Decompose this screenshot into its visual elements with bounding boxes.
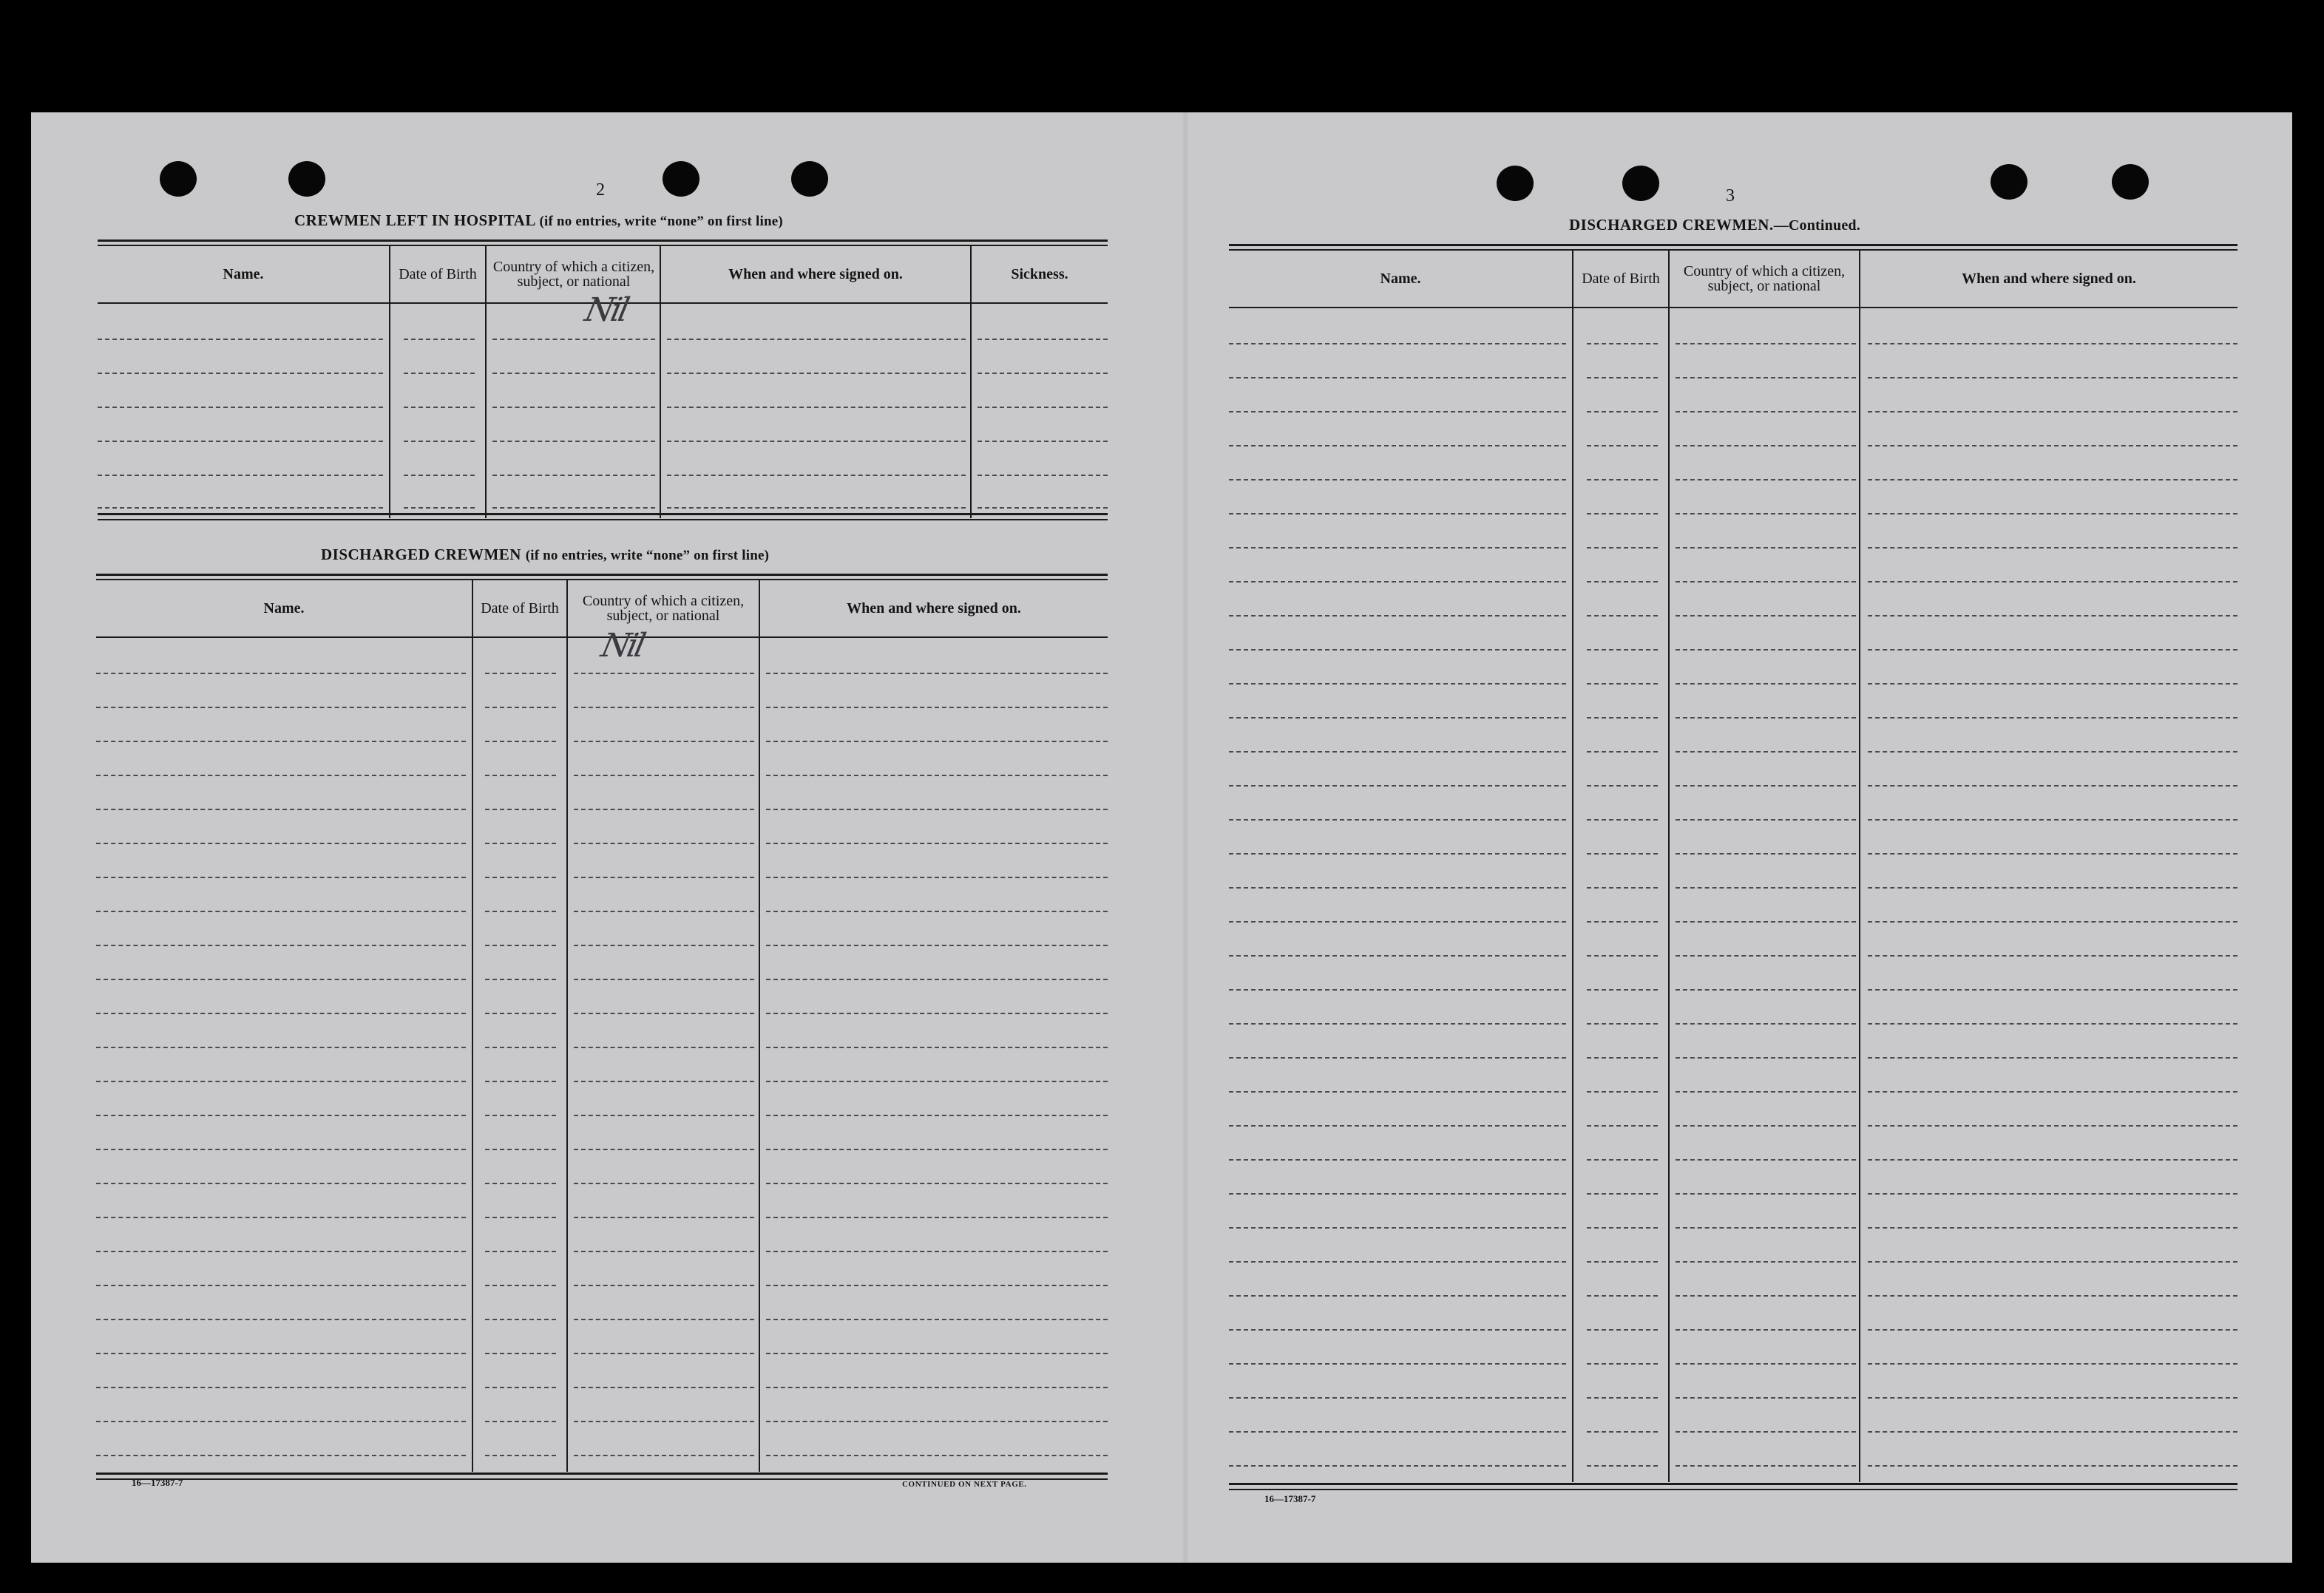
punch-hole — [160, 161, 197, 197]
ruled-line — [1587, 343, 1658, 344]
ruled-line — [1587, 1227, 1658, 1229]
ruled-line — [96, 1149, 466, 1150]
ruled-line — [574, 707, 754, 708]
col-signed-on-header: When and where signed on. — [1962, 271, 2136, 287]
ruled-line — [1868, 649, 2237, 651]
ruled-line — [574, 979, 754, 980]
ruled-line — [574, 1183, 754, 1184]
ruled-line — [96, 1387, 466, 1388]
ruled-line — [1868, 581, 2237, 582]
col-country-header: Country of which a citizen, subject, or national — [492, 259, 655, 290]
ruled-line — [1676, 1193, 1856, 1195]
ruled-line — [1676, 751, 1856, 753]
right-title-text: DISCHARGED CREWMEN. — [1569, 216, 1774, 234]
ruled-line — [96, 979, 466, 980]
ruled-line — [1676, 547, 1856, 548]
ruled-line — [574, 1115, 754, 1116]
ruled-line — [1229, 1363, 1566, 1365]
ruled-line — [1868, 1465, 2237, 1467]
ruled-line — [1868, 411, 2237, 412]
ruled-line — [1868, 819, 2237, 821]
col-country-header: Country of which a citizen, subject, or national — [582, 593, 745, 624]
ruled-line — [766, 945, 1108, 946]
ruled-line — [1676, 1363, 1856, 1365]
ruled-line — [96, 1047, 466, 1048]
ruled-line — [1587, 819, 1658, 821]
ruled-line — [1868, 751, 2237, 753]
ruled-line — [1676, 513, 1856, 514]
ruled-line — [1587, 955, 1658, 957]
ruled-line — [574, 1353, 754, 1354]
ruled-line — [1587, 1397, 1658, 1399]
ruled-line — [574, 1319, 754, 1320]
ruled-line — [96, 1217, 466, 1218]
ruled-line — [485, 673, 556, 674]
form-number-left: 16—17387-7 — [132, 1477, 183, 1488]
ruled-line — [1229, 955, 1566, 957]
ruled-line — [96, 775, 466, 776]
ruled-line — [1587, 445, 1658, 446]
ruled-line — [1587, 1431, 1658, 1433]
ruled-line — [96, 1421, 466, 1422]
ruled-line — [1676, 1465, 1856, 1467]
ruled-line — [1587, 989, 1658, 991]
ruled-line — [1676, 921, 1856, 923]
ruled-line — [485, 1149, 556, 1150]
ruled-line — [1229, 819, 1566, 821]
ruled-line — [1229, 1023, 1566, 1025]
discharged-section-title — [321, 546, 769, 564]
ruled-line — [1868, 1125, 2237, 1127]
ruled-line — [1676, 1295, 1856, 1297]
ruled-line — [1868, 1159, 2237, 1161]
ruled-line — [766, 809, 1108, 810]
ruled-line — [485, 1353, 556, 1354]
ruled-line — [1868, 1397, 2237, 1399]
ruled-line — [574, 1421, 754, 1422]
ruled-line — [766, 1149, 1108, 1150]
ruled-line — [1868, 955, 2237, 957]
discharged-title-text: DISCHARGED CREWMEN — [321, 546, 521, 563]
col-dob-header: Date of Birth — [1582, 271, 1660, 287]
ruled-line — [1868, 1363, 2237, 1365]
ruled-line — [1676, 955, 1856, 957]
ruled-line — [1229, 343, 1566, 344]
ruled-line — [1587, 921, 1658, 923]
ruled-line — [1676, 1261, 1856, 1263]
ruled-line — [1868, 989, 2237, 991]
ruled-line — [1587, 513, 1658, 514]
ruled-line — [485, 775, 556, 776]
handwritten-nil: Nil — [581, 291, 631, 329]
ruled-line — [766, 979, 1108, 980]
col-signed-on-header: When and where signed on. — [847, 600, 1021, 617]
ruled-line — [1676, 649, 1856, 651]
ruled-line — [1587, 649, 1658, 651]
ruled-line — [1229, 785, 1566, 787]
ruled-line — [1587, 853, 1658, 855]
ruled-line — [574, 843, 754, 844]
ruled-line — [1868, 785, 2237, 787]
ruled-line — [96, 877, 466, 878]
hospital-table — [98, 240, 1108, 522]
punch-hole — [1497, 166, 1534, 201]
page-number-left: 2 — [596, 180, 605, 200]
ruled-line — [485, 1285, 556, 1286]
ruled-line — [766, 1353, 1108, 1354]
ruled-line — [1229, 1159, 1566, 1161]
page-number-right: 3 — [1726, 186, 1735, 206]
ruled-line — [1676, 377, 1856, 378]
ruled-line — [1676, 785, 1856, 787]
ruled-line — [766, 1013, 1108, 1014]
ruled-line — [1587, 785, 1658, 787]
ruled-line — [1868, 887, 2237, 889]
ruled-line — [1676, 887, 1856, 889]
ruled-line — [1676, 615, 1856, 617]
ruled-line — [1587, 1057, 1658, 1059]
ruled-line — [766, 673, 1108, 674]
ruled-line — [96, 1183, 466, 1184]
ruled-line — [96, 945, 466, 946]
ruled-line — [485, 1081, 556, 1082]
punch-hole — [791, 161, 828, 197]
ruled-line — [574, 945, 754, 946]
ruled-line — [766, 877, 1108, 878]
ruled-line — [1868, 1227, 2237, 1229]
col-name-header: Name. — [1380, 271, 1421, 287]
col-name-header: Name. — [263, 600, 305, 617]
ruled-line — [485, 877, 556, 878]
ruled-line — [1587, 683, 1658, 685]
ruled-line — [96, 1251, 466, 1252]
ruled-line — [574, 775, 754, 776]
ruled-line — [1587, 1329, 1658, 1331]
ruled-line — [96, 1081, 466, 1082]
ruled-line — [1676, 819, 1856, 821]
ruled-line — [1229, 445, 1566, 446]
ruled-line — [1868, 513, 2237, 514]
ruled-line — [96, 1285, 466, 1286]
ruled-line — [1229, 751, 1566, 753]
ruled-line — [1229, 1193, 1566, 1195]
ruled-line — [1676, 1057, 1856, 1059]
ruled-line — [766, 1387, 1108, 1388]
ruled-line — [766, 775, 1108, 776]
ruled-line — [766, 1081, 1108, 1082]
ruled-line — [1676, 343, 1856, 344]
ruled-line — [574, 741, 754, 742]
ruled-line — [1587, 751, 1658, 753]
discharged-table-left — [96, 574, 1108, 1481]
ruled-line — [1587, 581, 1658, 582]
ruled-line — [1587, 1125, 1658, 1127]
ruled-line — [1587, 547, 1658, 548]
ruled-line — [96, 911, 466, 912]
right-section-title — [1569, 216, 1860, 234]
ruled-line — [1587, 1091, 1658, 1093]
ruled-line — [766, 1421, 1108, 1422]
ruled-line — [1676, 581, 1856, 582]
ruled-line — [1868, 683, 2237, 685]
ruled-line — [1587, 1465, 1658, 1467]
ruled-line — [1868, 445, 2237, 446]
ruled-line — [1676, 717, 1856, 719]
ruled-line — [1676, 1431, 1856, 1433]
manifest-sheet — [31, 112, 2292, 1563]
ruled-line — [96, 809, 466, 810]
ruled-line — [574, 1285, 754, 1286]
ruled-line — [1229, 989, 1566, 991]
ruled-line — [96, 1455, 466, 1456]
ruled-line — [1229, 1295, 1566, 1297]
ruled-line — [1229, 615, 1566, 617]
ruled-line — [1868, 1261, 2237, 1263]
ruled-line — [485, 1047, 556, 1048]
ruled-line — [1229, 853, 1566, 855]
ruled-line — [1229, 649, 1566, 651]
ruled-line — [1587, 1295, 1658, 1297]
ruled-line — [574, 1013, 754, 1014]
ruled-line — [1676, 1159, 1856, 1161]
col-name-header: Name. — [223, 266, 264, 282]
ruled-line — [1229, 479, 1566, 480]
ruled-line — [1868, 1295, 2237, 1297]
ruled-line — [1676, 1227, 1856, 1229]
ruled-line — [485, 1183, 556, 1184]
ruled-line — [766, 1285, 1108, 1286]
ruled-line — [1868, 1329, 2237, 1331]
col-dob-header: Date of Birth — [399, 266, 477, 282]
ruled-line — [1587, 717, 1658, 719]
ruled-line — [1676, 479, 1856, 480]
ruled-line — [1676, 853, 1856, 855]
ruled-line — [1229, 513, 1566, 514]
ruled-line — [766, 1115, 1108, 1116]
ruled-line — [1868, 377, 2237, 378]
ruled-line — [574, 911, 754, 912]
ruled-line — [1229, 377, 1566, 378]
ruled-line — [1868, 1023, 2237, 1025]
ruled-line — [1868, 615, 2237, 617]
ruled-line — [1229, 1397, 1566, 1399]
ruled-line — [1229, 921, 1566, 923]
hospital-section-title — [294, 211, 783, 230]
ruled-line — [1587, 479, 1658, 480]
ruled-line — [1676, 1397, 1856, 1399]
ruled-line — [766, 1047, 1108, 1048]
ruled-line — [1229, 1329, 1566, 1331]
ruled-line — [96, 707, 466, 708]
ruled-line — [1868, 479, 2237, 480]
ruled-line — [1587, 615, 1658, 617]
ruled-line — [1229, 1261, 1566, 1263]
ruled-line — [1229, 1057, 1566, 1059]
ruled-line — [485, 809, 556, 810]
ruled-line — [1229, 1091, 1566, 1093]
ruled-line — [485, 1387, 556, 1388]
ruled-line — [485, 945, 556, 946]
ruled-line — [96, 1115, 466, 1116]
punch-hole — [1622, 166, 1659, 201]
hospital-title-text: CREWMEN LEFT IN HOSPITAL — [294, 211, 535, 229]
ruled-line — [1676, 683, 1856, 685]
ruled-line — [1868, 717, 2237, 719]
ruled-line — [574, 1047, 754, 1048]
ruled-line — [96, 1319, 466, 1320]
ruled-line — [485, 1115, 556, 1116]
punch-hole — [2112, 164, 2149, 200]
ruled-line — [1676, 1125, 1856, 1127]
ruled-line — [1587, 377, 1658, 378]
ruled-line — [1229, 547, 1566, 548]
ruled-line — [1587, 1261, 1658, 1263]
ruled-line — [1868, 1193, 2237, 1195]
ruled-line — [485, 979, 556, 980]
ruled-line — [574, 809, 754, 810]
ruled-line — [574, 877, 754, 878]
ruled-line — [1676, 1091, 1856, 1093]
ruled-line — [574, 1387, 754, 1388]
ruled-line — [1587, 411, 1658, 412]
ruled-line — [574, 1081, 754, 1082]
col-dob-header: Date of Birth — [481, 600, 559, 617]
discharged-table-right — [1229, 244, 2237, 1493]
ruled-line — [1676, 411, 1856, 412]
ruled-line — [96, 741, 466, 742]
ruled-line — [1868, 1091, 2237, 1093]
ruled-line — [485, 1421, 556, 1422]
ruled-line — [1868, 547, 2237, 548]
ruled-line — [766, 1251, 1108, 1252]
ruled-line — [485, 1319, 556, 1320]
ruled-line — [1587, 1363, 1658, 1365]
ruled-line — [1868, 853, 2237, 855]
discharged-instruction: (if no entries, write “none” on first line) — [525, 548, 770, 563]
col-sickness-header: Sickness. — [1011, 266, 1068, 282]
ruled-line — [96, 843, 466, 844]
ruled-line — [1868, 921, 2237, 923]
ruled-line — [1868, 1431, 2237, 1433]
ruled-line — [1587, 1193, 1658, 1195]
ruled-line — [485, 1251, 556, 1252]
continued-note: CONTINUED ON NEXT PAGE. — [902, 1480, 1027, 1489]
handwritten-nil: Nil — [597, 627, 647, 665]
ruled-line — [1229, 1125, 1566, 1127]
ruled-line — [1676, 989, 1856, 991]
col-country-header: Country of which a citizen, subject, or national — [1683, 263, 1846, 294]
right-title-suffix: —Continued. — [1773, 217, 1860, 234]
ruled-line — [574, 1251, 754, 1252]
ruled-line — [1229, 1431, 1566, 1433]
ruled-line — [574, 1217, 754, 1218]
ruled-line — [766, 843, 1108, 844]
ruled-line — [766, 707, 1108, 708]
ruled-line — [574, 1455, 754, 1456]
ruled-line — [485, 911, 556, 912]
ruled-line — [766, 911, 1108, 912]
ruled-line — [766, 741, 1108, 742]
punch-hole — [288, 161, 325, 197]
ruled-line — [766, 1183, 1108, 1184]
ruled-line — [1229, 1465, 1566, 1467]
ruled-line — [96, 1013, 466, 1014]
col-signed-on-header: When and where signed on. — [728, 266, 903, 282]
ruled-line — [766, 1455, 1108, 1456]
ruled-line — [1868, 1057, 2237, 1059]
ruled-line — [96, 1353, 466, 1354]
ruled-line — [485, 843, 556, 844]
ruled-line — [1868, 343, 2237, 344]
ruled-line — [574, 1149, 754, 1150]
ruled-line — [1229, 717, 1566, 719]
form-number-right: 16—17387-7 — [1264, 1493, 1316, 1504]
ruled-line — [766, 1319, 1108, 1320]
ruled-line — [1229, 581, 1566, 582]
ruled-line — [485, 1013, 556, 1014]
ruled-line — [1229, 683, 1566, 685]
ruled-line — [1676, 1023, 1856, 1025]
ruled-line — [485, 707, 556, 708]
ruled-line — [485, 1455, 556, 1456]
ruled-line — [485, 741, 556, 742]
ruled-line — [1676, 1329, 1856, 1331]
punch-hole — [1991, 164, 2027, 200]
ruled-line — [766, 1217, 1108, 1218]
hospital-instruction: (if no entries, write “none” on first line) — [539, 214, 783, 229]
ruled-line — [1587, 1159, 1658, 1161]
punch-hole — [663, 161, 699, 197]
ruled-line — [1587, 887, 1658, 889]
ruled-line — [574, 673, 754, 674]
ruled-line — [1229, 1227, 1566, 1229]
ruled-line — [1229, 411, 1566, 412]
ruled-line — [485, 1217, 556, 1218]
ruled-line — [1676, 445, 1856, 446]
ruled-line — [96, 673, 466, 674]
ruled-line — [1587, 1023, 1658, 1025]
ruled-line — [1229, 887, 1566, 889]
